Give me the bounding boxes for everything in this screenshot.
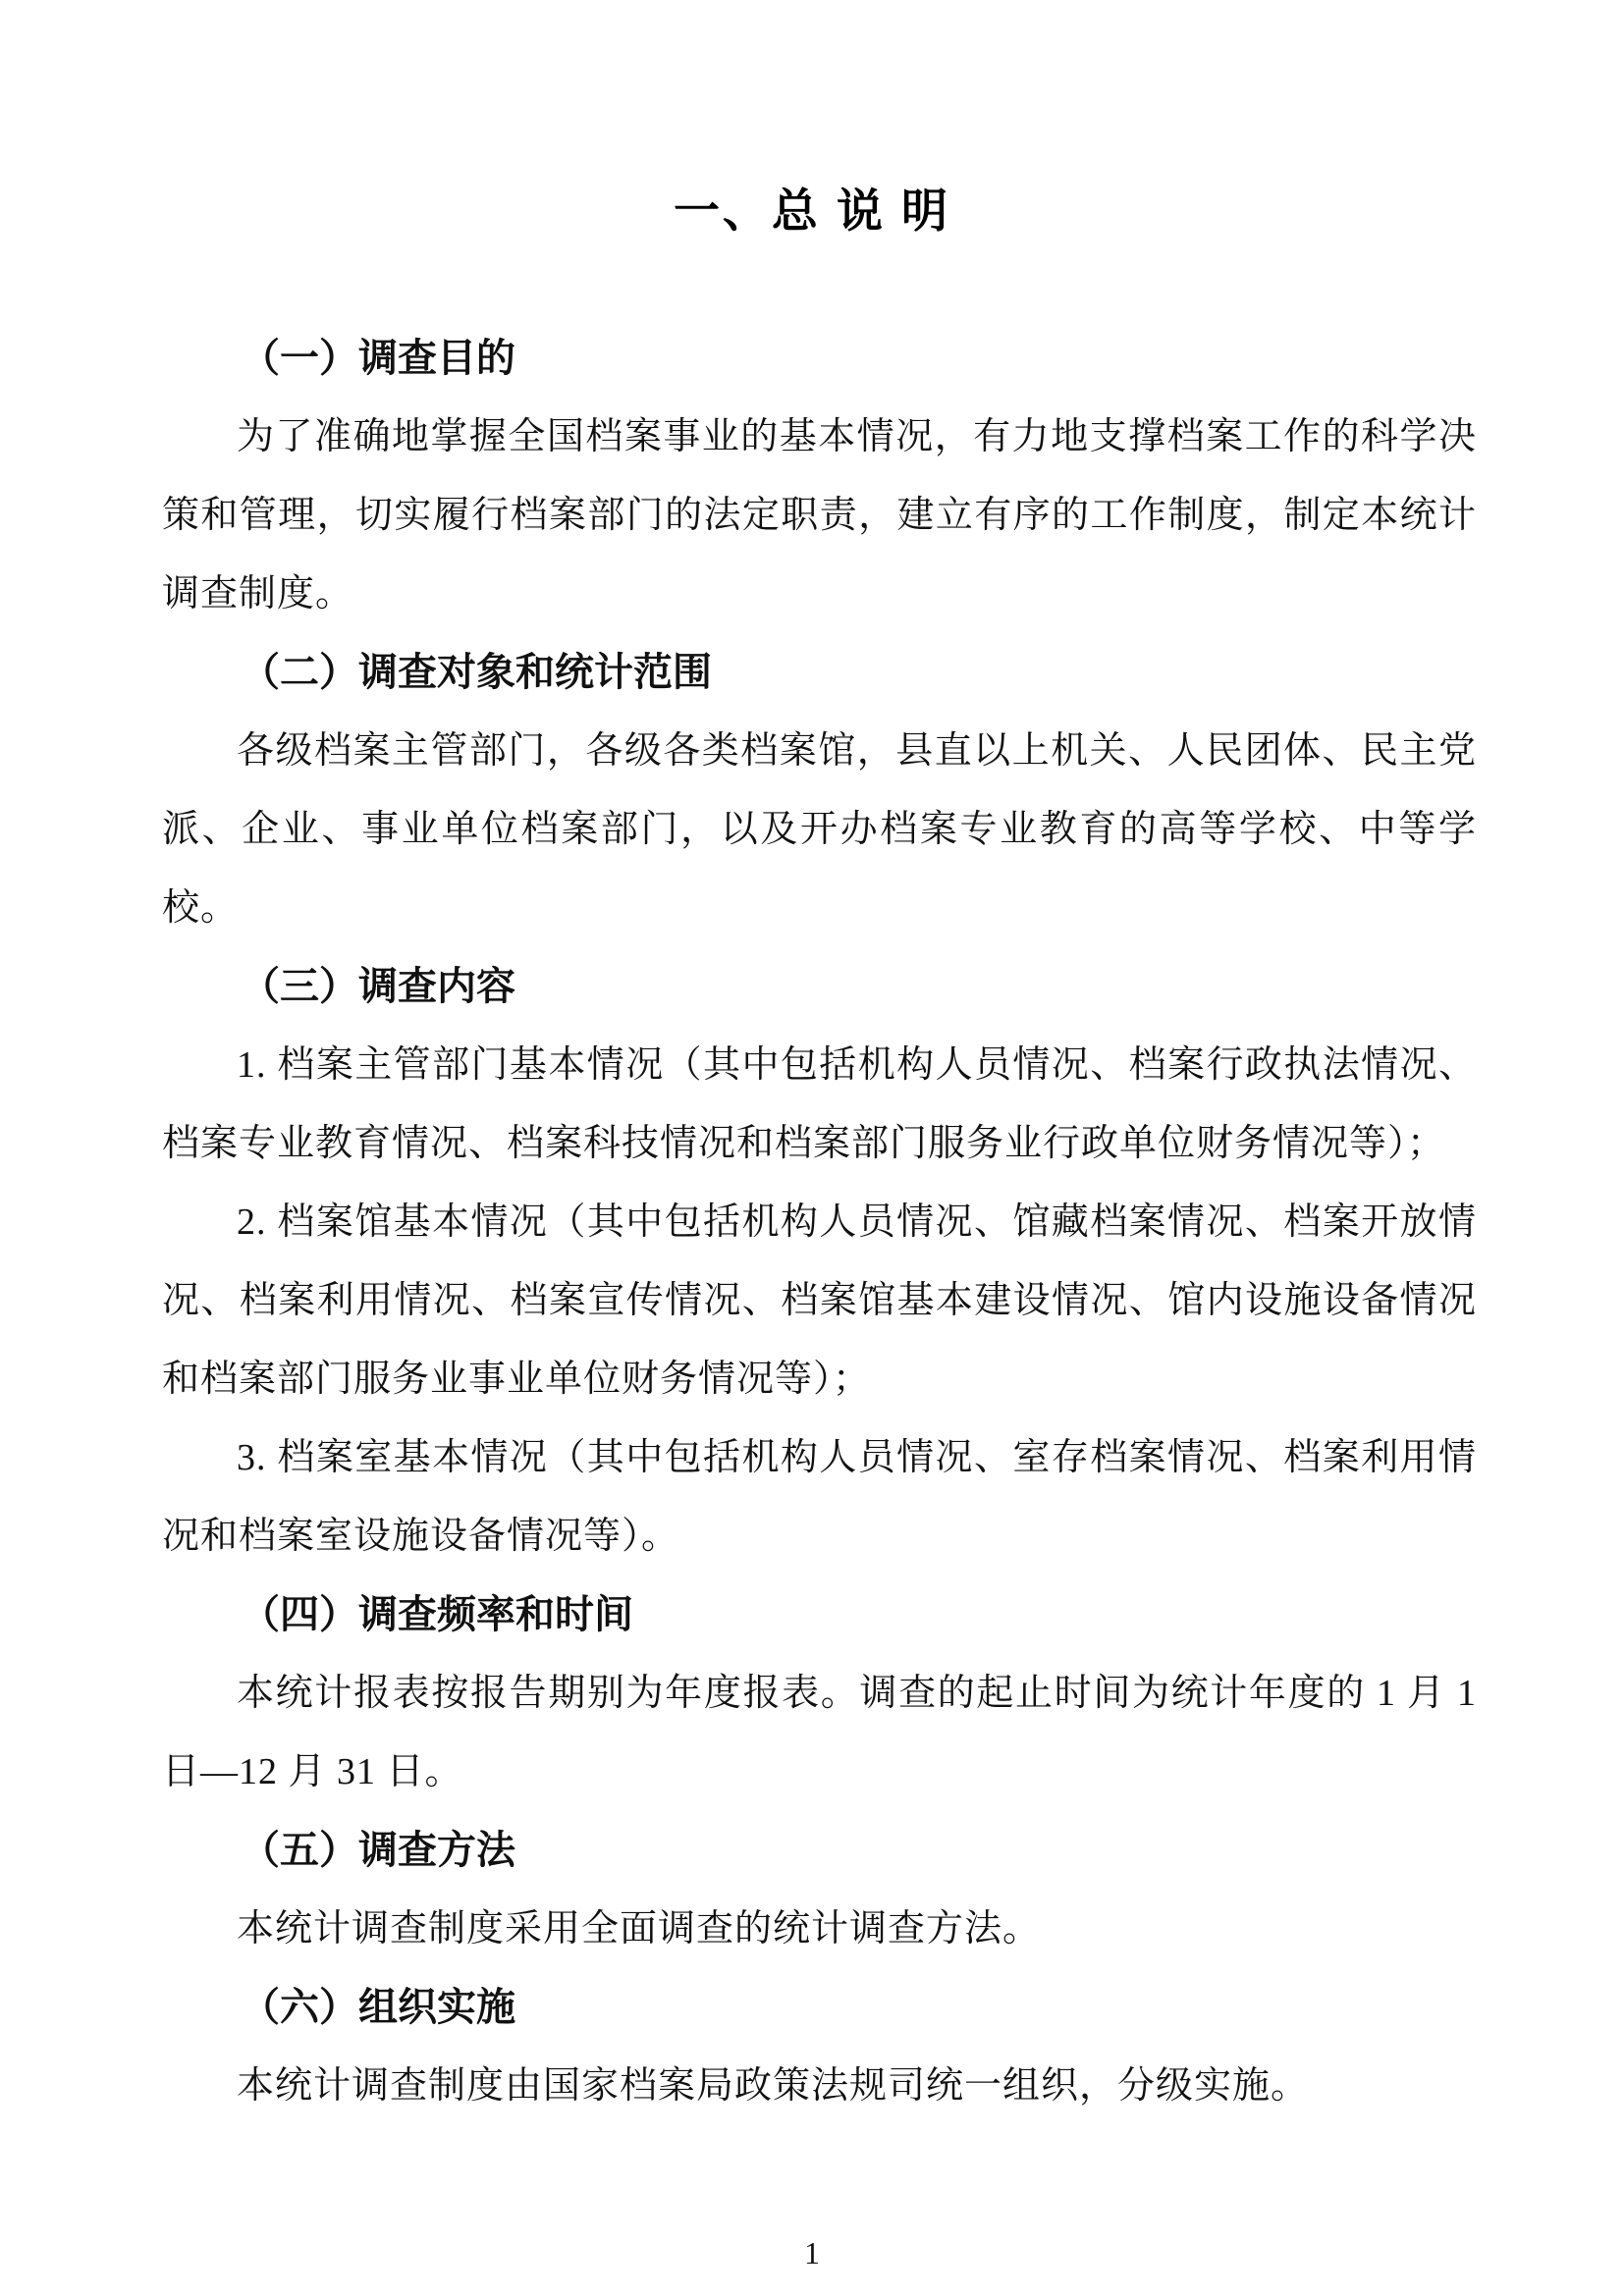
section-paragraph: 1. 档案主管部门基本情况（其中包括机构人员情况、档案行政执法情况、档案专业教育情况、档案科技情况和档案部门服务业行政单位财务情况等）； (162, 1044, 1477, 1164)
section-paragraph: 本统计调查制度由国家档案局政策法规司统一组织，分级实施。 (237, 2065, 1310, 2107)
section-paragraph: 3. 档案室基本情况（其中包括机构人员情况、室存档案情况、档案利用情况和档案室设施设备情况等）。 (162, 1437, 1477, 1557)
section-heading: （一）调查目的 (241, 336, 515, 380)
section-paragraph: 各级档案主管部门，各级各类档案馆，县直以上机关、人民团体、民主党派、企业、事业单位档案部门，以及开办档案专业教育的高等学校、中等学校。 (162, 730, 1477, 929)
section-heading: （六）组织实施 (241, 1985, 515, 2029)
document-body (0, 319, 1624, 2125)
section-heading: （五）调查方法 (241, 1828, 515, 1872)
page-number: 1 (804, 2235, 820, 2270)
section-paragraph: 本统计调查制度采用全面调查的统计调查方法。 (237, 1908, 1042, 1949)
section-paragraph: 2. 档案馆基本情况（其中包括机构人员情况、馆藏档案情况、档案开放情况、档案利用情况、档案宣传情况、档案馆基本建设情况、馆内设施设备情况和档案部门服务业事业单位财务情况等）； (162, 1201, 1477, 1400)
page-title: 一、总 说 明 (673, 185, 951, 237)
section-paragraph: 本统计报表按报告期别为年度报表。调查的起止时间为统计年度的 1 月 1 日—12 月 31 日。 (162, 1673, 1477, 1792)
section-heading: （三）调查内容 (241, 964, 515, 1008)
section-heading: （四）调查频率和时间 (241, 1592, 633, 1636)
section-paragraph: 为了准确地掌握全国档案事业的基本情况，有力地支撑档案工作的科学决策和管理，切实履行档案部门的法定职责，建立有序的工作制度，制定本统计调查制度。 (162, 416, 1477, 614)
section-heading: （二）调查对象和统计范围 (241, 650, 712, 694)
